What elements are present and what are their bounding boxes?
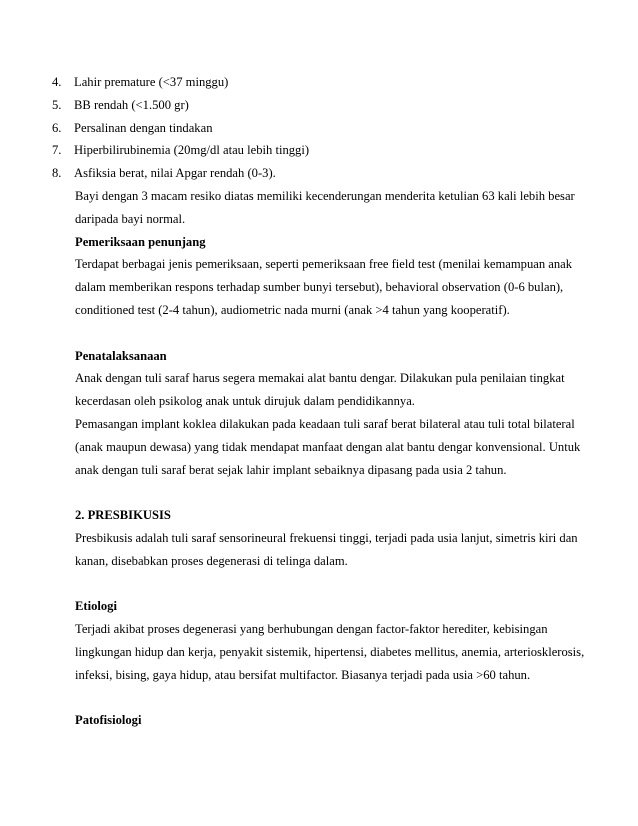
list-item-text: BB rendah (<1.500 gr) [74, 97, 189, 112]
spacer [75, 322, 592, 345]
list-item-number: 6. [52, 120, 62, 135]
etiologi-paragraph: Terjadi akibat proses degenerasi yang berhubungan dengan factor-faktor herediter, kebisingan lingkungan hidup dan kerja, penyakit sistemik, hipertensi, diabetes mellitus, anemia, arteriosklerosis, infeksi, bising, gaya hidup, atau bersifat multifactor. Biasanya terjadi pada usia >60 tahun. [75, 622, 585, 682]
list-item-number: 7. [52, 143, 62, 158]
list-item-number: 5. [52, 97, 62, 112]
list-item [52, 94, 592, 117]
list-item-text: Hiperbilirubinemia (20mg/dl atau lebih tinggi) [74, 143, 310, 158]
patofisiologi-heading: Patofisiologi [75, 713, 142, 728]
list-item-text: Persalinan dengan tindakan [74, 120, 213, 135]
document-body [52, 71, 592, 732]
list-item-number: 4. [52, 75, 62, 89]
list-item [52, 139, 592, 162]
penatalaksanaan-paragraph-2: Pemasangan implant koklea dilakukan pada keadaan tuli saraf berat bilateral atau tuli total bilateral (anak maupun dewasa) yang tidak mendapat manfaat dengan alat bantu dengar konvensional. Untuk anak dengan tuli saraf berat sejak lahir implant sebaiknya dipasang pada usia 2 tahun. [75, 416, 581, 477]
spacer [75, 481, 592, 504]
risk-factor-list [52, 71, 592, 185]
presbikusis-paragraph: Presbikusis adalah tuli saraf sensorineural frekuensi tinggi, terjadi pada usia lanjut, simetris kiri dan kanan, disebabkan proses degenerasi di telinga dalam. [75, 530, 578, 568]
intro-paragraph: Bayi dengan 3 macam resiko diatas memiliki kecenderungan menderita ketulian 63 kali lebih besar daripada bayi normal. [75, 188, 575, 226]
indented-section [52, 185, 592, 732]
spacer [75, 687, 592, 710]
etiologi-heading: Etiologi [75, 599, 117, 614]
penatalaksanaan-heading: Penatalaksanaan [75, 348, 167, 363]
presbikusis-heading: 2. PRESBIKUSIS [75, 508, 171, 523]
pemeriksaan-heading: Pemeriksaan penunjang [75, 234, 206, 249]
list-item [52, 117, 592, 140]
penatalaksanaan-paragraph-1: Anak dengan tuli saraf harus segera memakai alat bantu dengar. Dilakukan pula penilaian tingkat kecerdasan oleh psikolog anak untuk dirujuk dalam pendidikannya. [75, 371, 565, 409]
spacer [75, 573, 592, 596]
list-item-text: Lahir premature (<37 minggu) [74, 75, 229, 89]
pemeriksaan-paragraph: Terdapat berbagai jenis pemeriksaan, seperti pemeriksaan free field test (menilai kemampuan anak dalam memberikan respons terhadap sumber bunyi tersebut), behavioral observation (0-6 bulan), conditioned test (2-4 tahun), audiometric nada murni (anak >4 tahun yang kooperatif). [75, 257, 573, 317]
list-item-text: Asfiksia berat, nilai Apgar rendah (0-3). [74, 166, 276, 181]
list-item [52, 162, 592, 185]
list-item-number: 8. [52, 166, 62, 181]
list-item [52, 71, 592, 94]
